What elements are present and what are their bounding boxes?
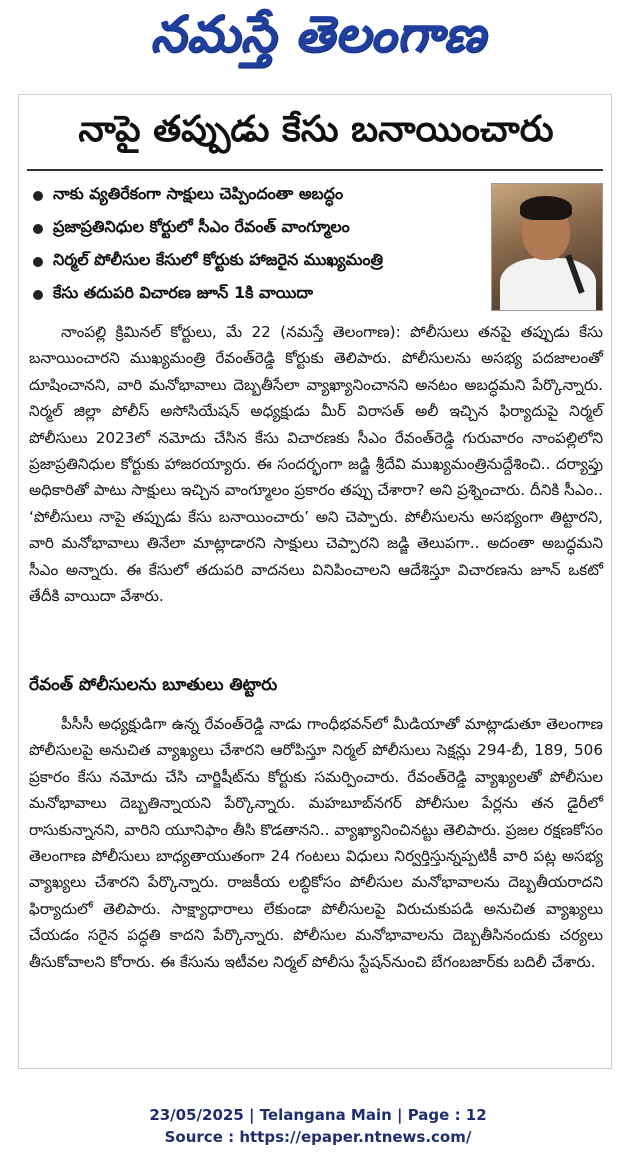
summary-bullet [27,179,487,212]
bullet-dot-icon [33,257,43,267]
edition-info: 23/05/2025 | Telangana Main | Page : 12 [149,1106,487,1124]
masthead [0,0,636,80]
cm-photo [491,183,603,311]
article-paragraph-2: పీసీసీ అధ్యక్షుడిగా ఉన్న రేవంత్‌రెడ్డి నాడు గాంధీభవన్‌లో మీడియాతో మాట్లాడుతూ తెలంగాణ పోలీసులపై అనుచిత వ్యాఖ్యలు చేశారని ఆరోపిస్తూ నిర్మల్ పోలీసులు సెక్షన్లు 294-బీ, 189, 506 ప్రకారం కేసు నమోదు చేసి చార్జిషీట్‌ను కోర్టుకు సమర్పించారు. రేవంత్‌రెడ్డి వ్యాఖ్యలతో పోలీసుల మనోభావాలు దెబ్బతిన్నాయని పేర్కొన్నారు. మహబూబ్‌నగర్ పోలీసుల పేర్లను తన డైరీలో రాసుకున్నానని, వారిని యూనిఫాం తీసి కొడతానని.. వ్యాఖ్యానించినట్టు తెలిపారు. ప్రజల రక్షణకోసం తెలంగాణ పోలీసులు బాధ్యతాయుతంగా 24 గంటలు విధులు నిర్వర్తిస్తున్నప్పటికీ వారి పట్ల అసభ్య వ్యాఖ్యలు చేశారని పేర్కొన్నారు. రాజకీయ లబ్ధికోసం పోలీసుల మనోభావాలను దెబ్బతీయరాదని ఫిర్యాదులో తెలిపారు. సాక్ష్యాధారాలు లేకుండా పోలీసులపై విరుచుకుపడి అనుచిత వ్యాఖ్యలు చేయడం సరైన పద్ధతి కాదని పేర్కొన్నారు. పోలీసుల మనోభావాలను దెబ్బతీసినందుకు చర్యలు తీసుకోవాలని కోరారు. ఈ కేసును ఇటీవల నిర్మల్ పోలీసు స్టేషన్‌నుంచి బేగంబజార్‌కు బదిలీ చేశారు. [29,715,603,971]
summary-bullet [27,278,487,311]
article-subheading: రేవంత్ పోలీసులను బూతులు తిట్టారు [29,675,278,695]
newspaper-logo: నమస్తే తెలంగాణ [150,4,486,63]
article-headline: నాపై తప్పుడు కేసు బనాయించారు [78,109,554,150]
summary-bullets [27,179,487,311]
summary-bullet [27,245,487,278]
bullet-dot-icon [33,290,43,300]
article-clip [18,94,612,1069]
bullet-dot-icon [33,191,43,201]
source-link[interactable]: Source : https://epaper.ntnews.com/ [164,1128,472,1146]
bullet-text: నిర్మల్ పోలీసుల కేసులో కోర్టుకు హాజరైన ముఖ్యమంత్రి [53,250,384,269]
headline-divider [27,169,603,171]
article-paragraph-1: నాంపల్లి క్రిమినల్ కోర్టులు, మే 22 (నమస్తే తెలంగాణ): పోలీసులు తనపై తప్పుడు కేసు బనాయించారని ముఖ్యమంత్రి రేవంత్‌రెడ్డి కోర్టుకు తెలిపారు. పోలీసులను అసభ్య పదజాలంతో దూషించానని, వారి మనోభావాలు దెబ్బతీసేలా వ్యాఖ్యానించానని అనటం అబద్ధమని పేర్కొన్నారు. నిర్మల్ జిల్లా పోలీస్ అసోసియేషన్ అధ్యక్షుడు మీర్ విరాసత్ అలీ ఇచ్చిన ఫిర్యాదుపై నిర్మల్ పోలీసులు 2023లో నమోదు చేసిన కేసు విచారణకు సీఎం రేవంత్‌రెడ్డి గురువారం నాంపల్లిలోని ప్రజాప్రతినిధుల కోర్టుకు హాజరయ్యారు. ఈ సందర్భంగా జడ్జి శ్రీదేవి ముఖ్యమంత్రినుద్దేశించి.. దర్యాప్తు అధికారితో పాటు సాక్షులు ఇచ్చిన వాంగ్మూలం ప్రకారం తప్పు చేశారా? అని ప్రశ్నించారు. దీనికి సీఎం.. ‘పోలీసులు నాపై తప్పుడు కేసు బనాయించారు’ అని చెప్పారు. పోలీసులను అసభ్యంగా తిట్టారని, వారి మనోభావాలు తినేలా మాట్లాడారని సాక్షులు చెప్పారని జడ్జి తెలుపగా.. అదంతా అబద్ధమని సీఎం అన్నారు. ఈ కేసులో తదుపరి వాదనలు వినిపించాలని ఆదేశిస్తూ విచారణను జూన్ ఒకటో తేదీకి వాయిదా వేశారు. [29,323,603,606]
summary-bullet [27,212,487,245]
bullet-text: కేసు తదుపరి విచారణ జూన్ 1కి వాయిదా [53,283,313,302]
bullet-text: నాకు వ్యతిరేకంగా సాక్షులు చెప్పిందంతా అబద్ధం [53,184,344,203]
photo-hair [520,196,572,220]
source-footer [0,1104,636,1148]
bullet-dot-icon [33,224,43,234]
bullet-text: ప్రజాప్రతినిధుల కోర్టులో సీఎం రేవంత్ వాంగ్మూలం [53,217,350,236]
